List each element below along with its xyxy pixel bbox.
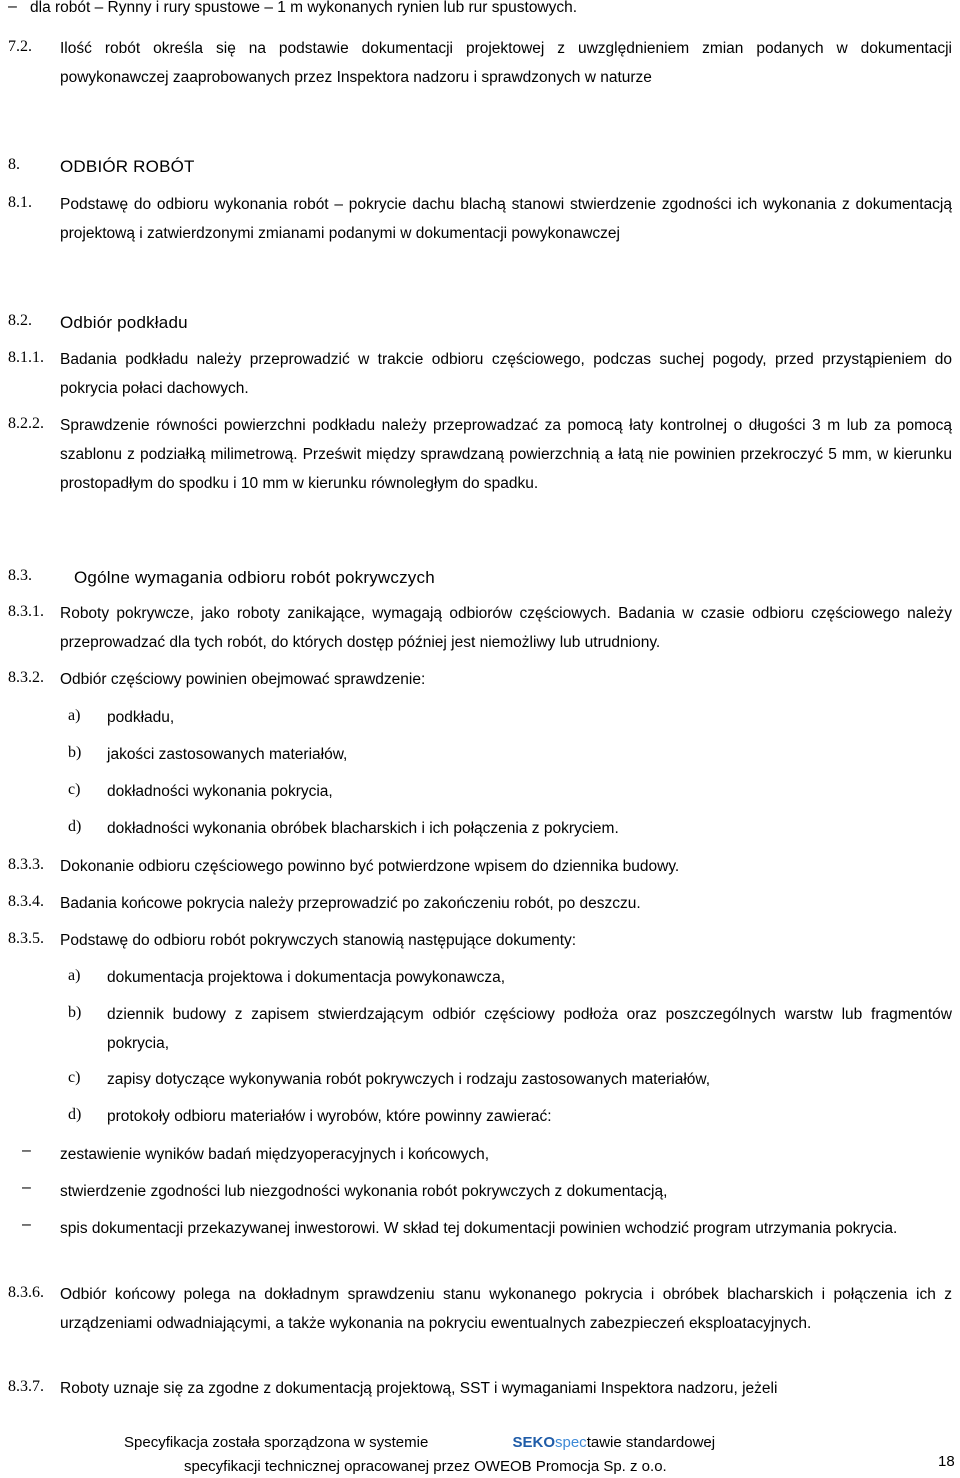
section-number: 8.3.3. [8, 856, 44, 873]
section-number: 8.2.2. [8, 415, 44, 432]
dash-item-text: zestawienie wyników badań międzyoperacyjnych i końcowych, [60, 1146, 490, 1163]
section-heading: Ogólne wymagania odbioru robót pokrywczych [74, 568, 435, 587]
list-item-text: jakości zastosowanych materiałów, [107, 746, 348, 763]
list-letter: b) [68, 1004, 82, 1021]
footer-text: Specyfikacja została sporządzona w systemie [124, 1434, 429, 1451]
footer-line-1 [124, 1434, 715, 1451]
paragraph-text: Sprawdzenie równości powierzchni podkładu należy przeprowadzać za pomocą łaty kontrolnej o długości 3 m lub za pomocą szablonu z podziałką milimetrową. Prześwit między sprawdzaną powierzchnią a łatą nie powinien przekroczyć 5 mm, w kierunku prostopadłym do spodku i 10 mm w kierunku równoległym do spadku. [60, 417, 952, 492]
list-item-text: dziennik budowy z zapisem stwierdzającym odbiór częściowy podłoża oraz poszczególnych warstw lub fragmentów pokrycia, [107, 1006, 952, 1052]
list-letter: b) [68, 744, 82, 761]
section-number: 8.1. [8, 194, 32, 211]
section-number: 8.3.1. [8, 603, 44, 620]
list-item-text: zapisy dotyczące wykonywania robót pokrywczych i rodzaju zastosowanych materiałów, [107, 1071, 711, 1088]
section-number: 7.2. [8, 38, 32, 55]
brand-logo-spec: spec [555, 1434, 587, 1451]
list-letter: d) [68, 1106, 82, 1123]
dash-item-text: spis dokumentacji przekazywanej inwestorowi. W skład tej dokumentacji powinien wchodzić program utrzymania pokrycia. [60, 1220, 898, 1237]
dash-marker: – [8, 0, 17, 15]
paragraph-text: Badania podkładu należy przeprowadzić w trakcie odbioru częściowego, podczas suchej pogody, przed przystąpieniem do pokrycia połaci dachowych. [60, 351, 952, 397]
section-number: 8.3.4. [8, 893, 44, 910]
list-item-text: dokładności wykonania pokrycia, [107, 783, 333, 800]
paragraph-text: Odbiór końcowy polega na dokładnym sprawdzeniu stanu wykonanego pokrycia i obróbek blacharskich i połączenia ich z urządzeniami odwadniającymi, a także wykonania na pokryciu ewentualnych zabezpieczeń eksploatacyjnych. [60, 1286, 952, 1332]
list-letter: a) [68, 967, 81, 984]
paragraph-text: Odbiór częściowy powinien obejmować sprawdzenie: [60, 671, 426, 688]
section-number: 8.3.2. [8, 669, 44, 686]
paragraph-text: Podstawę do odbioru robót pokrywczych stanowią następujące dokumenty: [60, 932, 577, 949]
dash-marker: – [22, 1216, 31, 1233]
section-number: 8.3. [8, 567, 32, 584]
section-number: 8.3.7. [8, 1378, 44, 1395]
section-number: 8.2. [8, 312, 32, 329]
section-heading: Odbiór podkładu [60, 313, 188, 332]
dash-marker: – [22, 1142, 31, 1159]
list-item-text: dokładności wykonania obróbek blacharskich i ich połączenia z pokryciem. [107, 820, 619, 837]
section-number: 8. [8, 156, 20, 173]
paragraph-text: Podstawę do odbioru wykonania robót – pokrycie dachu blachą stanowi stwierdzenie zgodności ich wykonania z dokumentacją projektową i zatwierdzonymi zmianami podanymi w dokumentacji powykonawczej [60, 196, 952, 242]
paragraph-text: Dokonanie odbioru częściowego powinno być potwierdzone wpisem do dziennika budowy. [60, 858, 680, 875]
paragraph-text: Ilość robót określa się na podstawie dokumentacji projektowej z uwzględnieniem zmian podanych w dokumentacji powykonawczej zaaprobowanych przez Inspektora nadzoru i sprawdzonych w naturze [60, 40, 952, 86]
page-number: 18 [938, 1453, 955, 1470]
brand-logo-seko: SEKO [512, 1434, 555, 1451]
list-item-text: dokumentacja projektowa i dokumentacja powykonawcza, [107, 969, 506, 986]
paragraph-text: Roboty pokrywcze, jako roboty zanikające, wymagają odbiorów częściowych. Badania w czasie odbioru częściowego należy przeprowadzać dla tych robót, do których dostęp później jest niemożliwy lub utrudniony. [60, 605, 952, 651]
dash-item-text: stwierdzenie zgodności lub niezgodności wykonania robót pokrywczych z dokumentacją, [60, 1183, 668, 1200]
list-letter: a) [68, 707, 81, 724]
section-number: 8.3.6. [8, 1284, 44, 1301]
section-number: 8.3.5. [8, 930, 44, 947]
section-heading: ODBIÓR ROBÓT [60, 157, 195, 176]
list-item-text: podkładu, [107, 709, 175, 726]
paragraph-text: Roboty uznaje się za zgodne z dokumentacją projektową, SST i wymaganiami Inspektora nadzoru, jeżeli [60, 1380, 778, 1397]
list-letter: c) [68, 781, 81, 798]
list-letter: c) [68, 1069, 81, 1086]
dash-marker: – [22, 1179, 31, 1196]
footer-line-2: specyfikacji technicznej opracowanej przez OWEOB Promocja Sp. z o.o. [184, 1458, 667, 1475]
section-number: 8.1.1. [8, 349, 44, 366]
paragraph-text: Badania końcowe pokrycia należy przeprowadzić po zakończeniu robót, po deszczu. [60, 895, 641, 912]
list-item-text: protokoły odbioru materiałów i wyrobów, które powinny zawierać: [107, 1108, 552, 1125]
list-letter: d) [68, 818, 82, 835]
paragraph-text: dla robót – Rynny i rury spustowe – 1 m wykonanych rynien lub rur spustowych. [30, 0, 578, 16]
footer-text: tawie standardowej [586, 1434, 716, 1451]
